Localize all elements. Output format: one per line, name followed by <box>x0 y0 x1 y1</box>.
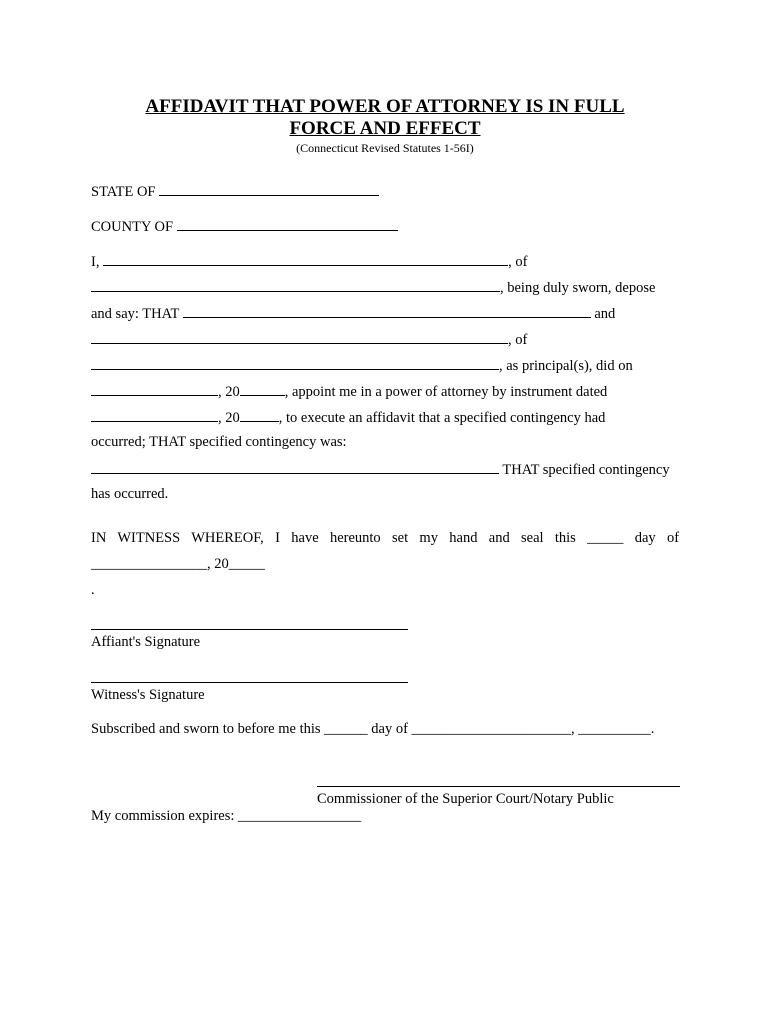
witness-word: WHEREOF, <box>191 530 264 546</box>
witness-word: have <box>291 530 319 546</box>
witness-word: and <box>488 530 510 546</box>
principal-address-line <box>91 355 633 375</box>
county-of-line <box>91 216 398 236</box>
state-blank[interactable] <box>159 181 379 196</box>
document-title-line-2: FORCE AND EFFECT <box>289 118 481 139</box>
state-of-label: STATE OF <box>91 184 156 200</box>
being-sworn-text: , being duly sworn, depose <box>500 280 656 296</box>
appointment-date-line <box>91 381 607 401</box>
witness-word: I <box>275 530 280 546</box>
appoint-text: , appoint me in a power of attorney by instrument dated <box>284 384 608 400</box>
witness-word: of <box>666 530 680 546</box>
affiant-name-blank[interactable] <box>103 251 508 266</box>
occurred-line: occurred; THAT specified contingency was: <box>91 434 347 450</box>
as-principal-text: , as principal(s), did on <box>499 358 633 374</box>
appointment-year-blank[interactable] <box>240 381 285 396</box>
of-label-1: , of <box>508 254 528 270</box>
document-title-line-1: AFFIDAVIT THAT POWER OF ATTORNEY IS IN FULL <box>145 96 625 117</box>
that-specified-text: THAT specified contingency <box>502 462 670 478</box>
witness-word: day <box>634 530 656 546</box>
witness-word: my <box>419 530 438 546</box>
has-occurred-line: has occurred. <box>91 486 169 502</box>
statute-reference: (Connecticut Revised Statutes 1-56I) <box>296 141 474 155</box>
affiant-signature-line[interactable] <box>91 629 408 630</box>
principal-address-blank[interactable] <box>91 355 499 370</box>
contingency-line <box>91 459 670 479</box>
witness-word: hereunto <box>329 530 381 546</box>
county-of-label: COUNTY OF <box>91 219 174 235</box>
commissioner-signature-line[interactable] <box>317 786 680 787</box>
witness-day-blank[interactable]: _____ <box>587 530 624 546</box>
i-prefix: I, <box>91 254 100 270</box>
county-blank[interactable] <box>177 216 398 231</box>
and-text: and <box>594 306 616 322</box>
instrument-date-line <box>91 407 605 427</box>
execute-year-prefix: , 20 <box>218 410 240 426</box>
instrument-year-blank[interactable] <box>240 407 279 422</box>
execute-text: , to execute an affidavit that a specified contingency had <box>278 410 606 426</box>
witness-word: this <box>554 530 576 546</box>
subscribed-sworn-line[interactable]: Subscribed and sworn to before me this ______ day of ______________________, __________. <box>91 721 655 737</box>
affiant-signature-label: Affiant's Signature <box>91 634 201 650</box>
commissioner-label: Commissioner of the Superior Court/Notary Public <box>317 791 614 807</box>
affiant-address-line <box>91 277 655 297</box>
principal-name-line <box>91 303 615 323</box>
affiant-name-line <box>91 251 527 271</box>
principal-name-blank[interactable] <box>183 303 591 318</box>
commission-expires-line[interactable]: My commission expires: _________________ <box>91 808 362 824</box>
witness-word: set <box>392 530 409 546</box>
principal2-line <box>91 329 527 349</box>
say-that-text: and say: THAT <box>91 306 180 322</box>
instrument-date-blank[interactable] <box>91 407 218 422</box>
witness-word: IN <box>91 530 107 546</box>
witness-word: WITNESS <box>117 530 181 546</box>
of-label-2: , of <box>508 332 528 348</box>
appointment-date-blank[interactable] <box>91 381 218 396</box>
witness-word: seal <box>521 530 544 546</box>
appoint-year-prefix: , 20 <box>218 384 240 400</box>
witness-clause <box>91 529 679 547</box>
principal2-blank[interactable] <box>91 329 508 344</box>
witness-word: hand <box>449 530 478 546</box>
contingency-blank[interactable] <box>91 459 499 474</box>
witness-signature-label: Witness's Signature <box>91 687 205 703</box>
affiant-address-blank[interactable] <box>91 277 500 292</box>
witness-signature-line[interactable] <box>91 682 408 683</box>
state-of-line <box>91 181 379 201</box>
witness-trailing-period: . <box>91 582 95 598</box>
witness-date-line[interactable]: ________________, 20_____ <box>91 556 265 572</box>
